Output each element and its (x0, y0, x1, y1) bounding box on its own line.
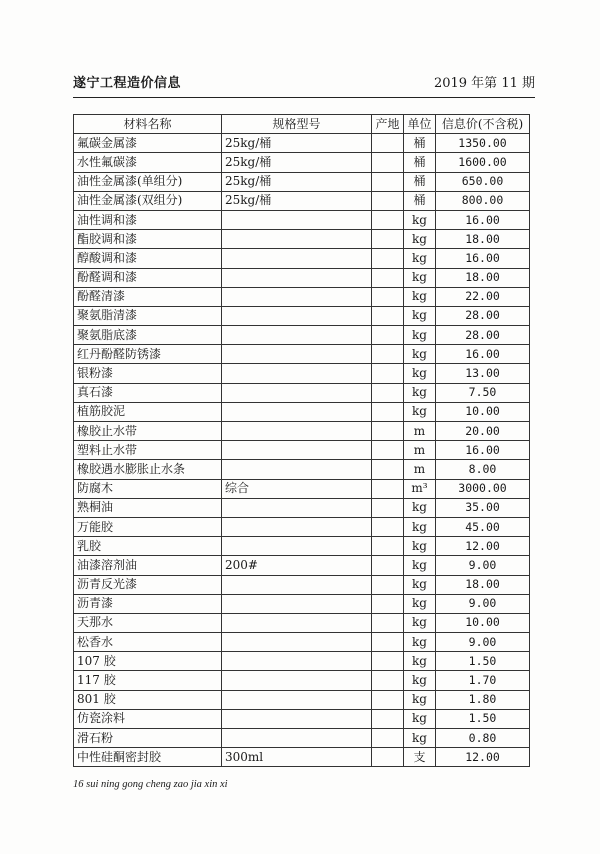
page-footer: 16 sui ning gong cheng zao jia xin xi (73, 779, 228, 790)
material-name-cell: 银粉漆 (74, 364, 222, 383)
publication-title: 遂宁工程造价信息 (73, 76, 182, 91)
spec-cell (222, 268, 372, 287)
origin-cell (372, 210, 404, 229)
origin-cell (372, 537, 404, 556)
origin-cell (372, 556, 404, 575)
price-cell: 18.00 (436, 575, 530, 594)
origin-cell (372, 191, 404, 210)
price-cell: 20.00 (436, 422, 530, 441)
spec-cell (222, 422, 372, 441)
price-cell: 35.00 (436, 498, 530, 517)
table-row (74, 575, 530, 594)
price-cell: 9.00 (436, 556, 530, 575)
spec-cell (222, 575, 372, 594)
spec-cell (222, 652, 372, 671)
unit-cell: 桶 (404, 153, 436, 172)
origin-cell (372, 402, 404, 421)
origin-cell (372, 594, 404, 613)
spec-cell (222, 210, 372, 229)
origin-cell (372, 364, 404, 383)
material-name-cell: 万能胶 (74, 517, 222, 536)
material-name-cell: 红丹酚醛防锈漆 (74, 345, 222, 364)
spec-cell (222, 249, 372, 268)
price-cell: 16.00 (436, 249, 530, 268)
origin-cell (372, 172, 404, 191)
spec-cell (222, 402, 372, 421)
table-row (74, 134, 530, 153)
material-name-cell: 107 胶 (74, 652, 222, 671)
table-row (74, 479, 530, 498)
material-name-cell: 聚氨脂清漆 (74, 306, 222, 325)
table-row (74, 537, 530, 556)
spec-cell (222, 306, 372, 325)
header-divider (73, 97, 535, 98)
spec-cell: 25kg/桶 (222, 134, 372, 153)
spec-cell: 综合 (222, 479, 372, 498)
table-row (74, 230, 530, 249)
table-row (74, 268, 530, 287)
material-name-cell: 沥青漆 (74, 594, 222, 613)
origin-cell (372, 249, 404, 268)
price-cell: 13.00 (436, 364, 530, 383)
page-header (73, 72, 535, 96)
price-cell: 22.00 (436, 287, 530, 306)
table-row (74, 402, 530, 421)
unit-cell: kg (404, 690, 436, 709)
price-cell: 1.70 (436, 671, 530, 690)
unit-cell: kg (404, 594, 436, 613)
material-name-cell: 仿瓷涂料 (74, 709, 222, 728)
unit-cell: kg (404, 249, 436, 268)
material-name-cell: 乳胶 (74, 537, 222, 556)
price-cell: 9.00 (436, 594, 530, 613)
price-cell: 18.00 (436, 268, 530, 287)
origin-cell (372, 306, 404, 325)
origin-cell (372, 134, 404, 153)
price-cell: 8.00 (436, 460, 530, 479)
price-table (73, 114, 530, 767)
origin-cell (372, 153, 404, 172)
material-name-cell: 117 胶 (74, 671, 222, 690)
material-name-cell: 橡胶止水带 (74, 422, 222, 441)
price-cell: 16.00 (436, 345, 530, 364)
spec-cell (222, 287, 372, 306)
unit-cell: kg (404, 633, 436, 652)
spec-cell (222, 690, 372, 709)
unit-cell: kg (404, 306, 436, 325)
price-cell: 12.00 (436, 748, 530, 767)
table-row (74, 671, 530, 690)
price-cell: 12.00 (436, 537, 530, 556)
unit-cell: kg (404, 556, 436, 575)
table-row (74, 172, 530, 191)
material-name-cell: 水性氟碳漆 (74, 153, 222, 172)
table-body (74, 134, 530, 767)
table-row (74, 729, 530, 748)
table-row (74, 441, 530, 460)
unit-cell: kg (404, 537, 436, 556)
price-cell: 28.00 (436, 326, 530, 345)
unit-cell: kg (404, 383, 436, 402)
origin-cell (372, 709, 404, 728)
origin-cell (372, 326, 404, 345)
material-name-cell: 氟碳金属漆 (74, 134, 222, 153)
unit-cell: kg (404, 498, 436, 517)
table-row (74, 613, 530, 632)
price-cell: 10.00 (436, 402, 530, 421)
spec-cell (222, 460, 372, 479)
unit-cell: kg (404, 402, 436, 421)
table-row (74, 345, 530, 364)
origin-cell (372, 441, 404, 460)
origin-cell (372, 287, 404, 306)
material-name-cell: 植筋胶泥 (74, 402, 222, 421)
unit-cell: 桶 (404, 191, 436, 210)
unit-cell: 支 (404, 748, 436, 767)
spec-cell: 25kg/桶 (222, 172, 372, 191)
unit-cell: m (404, 460, 436, 479)
unit-cell: kg (404, 287, 436, 306)
table-row (74, 594, 530, 613)
spec-cell (222, 633, 372, 652)
material-name-cell: 酚醛调和漆 (74, 268, 222, 287)
material-name-cell: 油性金属漆(单组分) (74, 172, 222, 191)
spec-cell (222, 383, 372, 402)
table-row (74, 422, 530, 441)
material-name-cell: 熟桐油 (74, 498, 222, 517)
origin-cell (372, 748, 404, 767)
material-name-cell: 油漆溶剂油 (74, 556, 222, 575)
spec-cell: 200# (222, 556, 372, 575)
origin-cell (372, 383, 404, 402)
material-name-cell: 塑料止水带 (74, 441, 222, 460)
origin-cell (372, 422, 404, 441)
price-cell: 16.00 (436, 210, 530, 229)
price-cell: 9.00 (436, 633, 530, 652)
material-name-cell: 防腐木 (74, 479, 222, 498)
origin-cell (372, 729, 404, 748)
table-row (74, 460, 530, 479)
table-row (74, 633, 530, 652)
origin-cell (372, 230, 404, 249)
price-cell: 10.00 (436, 613, 530, 632)
material-name-cell: 真石漆 (74, 383, 222, 402)
price-cell: 3000.00 (436, 479, 530, 498)
table-row (74, 652, 530, 671)
material-name-cell: 醇酸调和漆 (74, 249, 222, 268)
price-cell: 7.50 (436, 383, 530, 402)
material-name-cell: 酚醛清漆 (74, 287, 222, 306)
issue-number: 2019 年第 11 期 (433, 76, 535, 91)
material-name-cell: 酯胶调和漆 (74, 230, 222, 249)
price-cell: 1600.00 (436, 153, 530, 172)
table-row (74, 191, 530, 210)
price-cell: 45.00 (436, 517, 530, 536)
origin-cell (372, 633, 404, 652)
column-header-spec: 规格型号 (222, 115, 372, 134)
spec-cell (222, 517, 372, 536)
table-row (74, 517, 530, 536)
unit-cell: kg (404, 517, 436, 536)
spec-cell (222, 729, 372, 748)
spec-cell (222, 364, 372, 383)
material-name-cell: 滑石粉 (74, 729, 222, 748)
column-header-unit: 单位 (404, 115, 436, 134)
spec-cell: 300ml (222, 748, 372, 767)
table-row (74, 287, 530, 306)
spec-cell (222, 709, 372, 728)
price-cell: 800.00 (436, 191, 530, 210)
column-header-origin: 产地 (372, 115, 404, 134)
unit-cell: kg (404, 268, 436, 287)
price-cell: 1.50 (436, 709, 530, 728)
table-row (74, 709, 530, 728)
material-name-cell: 天那水 (74, 613, 222, 632)
spec-cell (222, 230, 372, 249)
spec-cell (222, 498, 372, 517)
spec-cell (222, 345, 372, 364)
table-row (74, 556, 530, 575)
unit-cell: kg (404, 613, 436, 632)
spec-cell (222, 671, 372, 690)
origin-cell (372, 575, 404, 594)
material-name-cell: 中性硅酮密封胶 (74, 748, 222, 767)
unit-cell: m (404, 441, 436, 460)
material-name-cell: 聚氨脂底漆 (74, 326, 222, 345)
unit-cell: kg (404, 345, 436, 364)
origin-cell (372, 345, 404, 364)
spec-cell (222, 594, 372, 613)
origin-cell (372, 671, 404, 690)
price-cell: 1350.00 (436, 134, 530, 153)
table-row (74, 364, 530, 383)
unit-cell: 桶 (404, 134, 436, 153)
unit-cell: kg (404, 729, 436, 748)
material-name-cell: 油性金属漆(双组分) (74, 191, 222, 210)
unit-cell: 桶 (404, 172, 436, 191)
price-cell: 28.00 (436, 306, 530, 325)
column-header-name: 材料名称 (74, 115, 222, 134)
origin-cell (372, 460, 404, 479)
material-name-cell: 油性调和漆 (74, 210, 222, 229)
origin-cell (372, 652, 404, 671)
table-row (74, 383, 530, 402)
table-row (74, 748, 530, 767)
unit-cell: kg (404, 652, 436, 671)
unit-cell: kg (404, 230, 436, 249)
unit-cell: kg (404, 364, 436, 383)
unit-cell: m³ (404, 479, 436, 498)
price-cell: 16.00 (436, 441, 530, 460)
origin-cell (372, 613, 404, 632)
unit-cell: kg (404, 575, 436, 594)
table-row (74, 306, 530, 325)
price-cell: 650.00 (436, 172, 530, 191)
origin-cell (372, 690, 404, 709)
spec-cell (222, 537, 372, 556)
material-name-cell: 801 胶 (74, 690, 222, 709)
origin-cell (372, 479, 404, 498)
price-cell: 1.50 (436, 652, 530, 671)
material-name-cell: 沥青反光漆 (74, 575, 222, 594)
unit-cell: kg (404, 709, 436, 728)
price-cell: 1.80 (436, 690, 530, 709)
table-header-row (74, 115, 530, 134)
origin-cell (372, 268, 404, 287)
price-cell: 18.00 (436, 230, 530, 249)
material-name-cell: 松香水 (74, 633, 222, 652)
spec-cell: 25kg/桶 (222, 191, 372, 210)
spec-cell (222, 613, 372, 632)
spec-cell: 25kg/桶 (222, 153, 372, 172)
unit-cell: kg (404, 210, 436, 229)
table-row (74, 153, 530, 172)
table-row (74, 210, 530, 229)
price-cell: 0.80 (436, 729, 530, 748)
material-name-cell: 橡胶遇水膨胀止水条 (74, 460, 222, 479)
table-row (74, 326, 530, 345)
table-row (74, 249, 530, 268)
column-header-price: 信息价(不含税) (436, 115, 530, 134)
unit-cell: m (404, 422, 436, 441)
origin-cell (372, 498, 404, 517)
unit-cell: kg (404, 671, 436, 690)
unit-cell: kg (404, 326, 436, 345)
table-row (74, 690, 530, 709)
spec-cell (222, 441, 372, 460)
spec-cell (222, 326, 372, 345)
table-row (74, 498, 530, 517)
origin-cell (372, 517, 404, 536)
